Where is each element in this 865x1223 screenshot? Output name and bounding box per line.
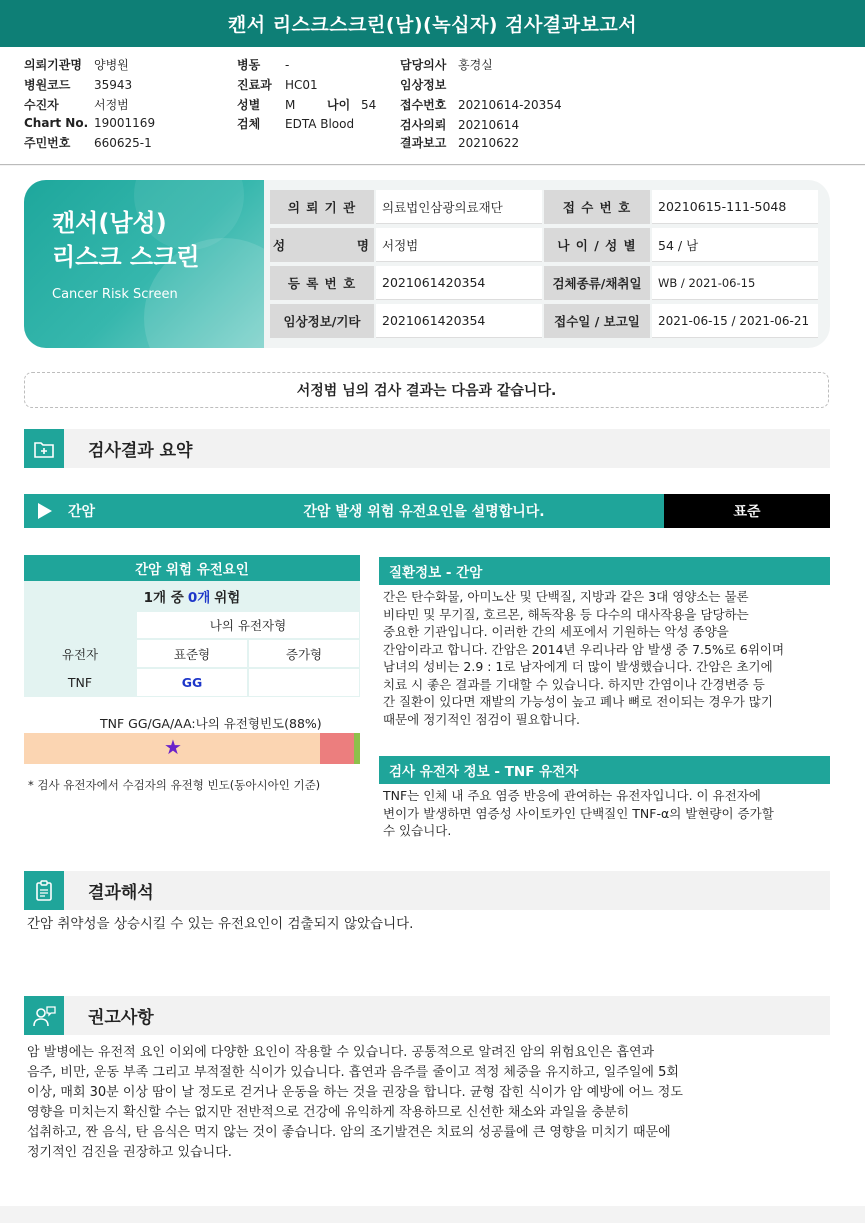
resident-no-row: [24, 134, 152, 151]
genotype-frequency-bar: [24, 733, 360, 764]
play-triangle-icon: [38, 503, 52, 519]
clipboard-icon: [24, 871, 64, 910]
text-line: 정기적인 검진을 권장하고 있습니다.: [27, 1145, 232, 1160]
hero-value: 20210615-111-5048: [652, 190, 818, 224]
hospital-name-label: 의뢰기관명: [24, 58, 82, 72]
gene-name: TNF: [67, 675, 93, 690]
text-line: 음주, 비만, 운동 부족 그리고 부적절한 식이가 있습니다. 흡연과 음주를 줄이고 적정 체중을 유지하고, 일주일에 5회: [27, 1065, 679, 1080]
frequency-segment-rare: [354, 733, 360, 764]
accession-no-value: 20210614-20354: [458, 98, 562, 112]
text-line: 수 있습니다.: [383, 823, 452, 838]
hero-panel: [24, 180, 830, 348]
hero-value: 2021-06-15 / 2021-06-21: [652, 304, 818, 338]
ward-label: 병동: [237, 58, 261, 72]
patient-name-value: 서정범: [94, 98, 129, 112]
clinical-info-row: [400, 76, 458, 93]
text-line: 영향을 미치는지 확신할 수는 없지만 전반적으로 건강에 유익하게 작용하므로 신선한 채소와 과일을 충분히: [27, 1105, 630, 1120]
gene-info-title: 검사 유전자 정보 - TNF 유전자: [379, 756, 830, 784]
risk-level-badge: 표준: [664, 494, 830, 528]
hero-value: 서정범: [376, 228, 542, 262]
age-row: [327, 96, 376, 113]
report-date-label: 결과보고: [400, 136, 447, 150]
age-label: 나이: [327, 98, 351, 112]
report-date-row: [400, 134, 519, 151]
hero-row: [270, 266, 818, 300]
hero-label: 임상정보/기타: [270, 304, 374, 338]
text-line: 남녀의 성비는 2.9 : 1로 남자에게 더 많이 발생했습니다. 간암은 초기에: [383, 659, 773, 674]
text-line: 비타민 및 무기질, 호르몬, 해독작용 등 다수의 대사작용을 담당하는: [383, 606, 749, 622]
banner-subtitle: Cancer Risk Screen: [52, 287, 178, 302]
report-page: [0, 166, 865, 1206]
request-date-value: 20210614: [458, 118, 520, 132]
hospital-code-row: [24, 76, 132, 93]
hero-label: 검체종류/채취일: [544, 266, 650, 300]
my-genotype-header: 나의 유전자형: [136, 611, 360, 639]
sex-row: [237, 96, 295, 113]
report-title: 캔서 리스크스크린(남)(녹십자) 검사결과보고서: [0, 0, 865, 47]
patient-name-label: 수진자: [24, 98, 59, 112]
text-line: TNF는 인체 내 주요 염증 반응에 관여하는 유전자입니다. 이 유전자에: [383, 788, 761, 803]
frequency-segment-risk: [320, 733, 354, 764]
section-interpretation-header: [24, 871, 830, 910]
gene-table-header: 간암 위험 유전요인: [24, 555, 360, 581]
text-line: 간은 탄수화물, 아미노산 및 단백질, 지방과 같은 3대 영양소는 물론: [383, 589, 749, 604]
disease-info-text: [379, 585, 830, 728]
hero-value: 2021061420354: [376, 266, 542, 300]
department-row: [237, 76, 318, 93]
section-summary-header: [24, 429, 830, 468]
text-line: 치료 시 좋은 결과를 기대할 수 있습니다. 하지만 간염이나 간경변증 등: [383, 676, 765, 692]
normal-column-header: 표준형: [136, 639, 248, 668]
hero-banner: [24, 180, 264, 348]
gene-column-header: 유전자: [61, 646, 99, 662]
request-date-label: 검사의뢰: [400, 118, 447, 132]
recommendation-text: [27, 1043, 827, 1163]
chart-no-value: 19001169: [94, 116, 156, 130]
hero-row: [270, 228, 818, 262]
gene-table-summary: [24, 581, 360, 611]
text-line: 이상, 매회 30분 이상 땀이 날 정도로 걷거나 운동을 하는 것을 권장을 합니다. 균형 잡힌 식이가 암 예방에 어느 정도: [27, 1085, 683, 1100]
text-line: 변이가 발생하면 염증성 사이토카인 단백질인 TNF-α의 발현량이 증가할: [383, 805, 774, 821]
accession-no-label: 접수번호: [400, 98, 447, 112]
ward-value: -: [285, 58, 290, 72]
doctor-row: [400, 56, 493, 73]
hero-label: 의 뢰 기 관: [270, 190, 374, 224]
hero-value: 2021061420354: [376, 304, 542, 338]
section-title: 권고사항: [88, 1008, 154, 1028]
risk-bar: [24, 494, 830, 528]
normal-genotype-value: GG: [136, 668, 248, 697]
disease-info-box: [379, 557, 830, 728]
hero-info-table: [270, 190, 818, 338]
text-line: 간암이라고 합니다. 간암은 2014년 우리나라 암 발생 중 7.5%로 6위이며: [383, 641, 785, 657]
section-title: 검사결과 요약: [88, 441, 193, 461]
gene-risk-table: [24, 555, 360, 697]
hero-label: 접 수 번 호: [544, 190, 650, 224]
chart-no-row: [24, 116, 155, 130]
result-notice: 서정범 님의 검사 결과는 다음과 같습니다.: [24, 372, 829, 408]
frequency-footnote: * 검사 유전자에서 수검자의 유전형 빈도(동아시아인 기준): [28, 778, 321, 792]
hero-label: 등 록 번 호: [270, 266, 374, 300]
text-line: 때문에 정기적인 점검이 필요합니다.: [383, 711, 581, 727]
text-line: 섭취하고, 짠 음식, 탄 음식은 먹지 않는 것이 좋습니다. 암의 조기발견은 치료의 성공률에 큰 영향을 미치기 때문에: [27, 1125, 671, 1140]
text-line: 암 발병에는 유전적 요인 이외에 다양한 요인이 작용할 수 있습니다. 공통적으로 알려진 암의 위험요인은 흡연과: [27, 1045, 655, 1060]
summary-suffix: 위험: [214, 590, 241, 606]
genotype-frequency-label: TNF GG/GA/AA:나의 유전형빈도(88%): [100, 716, 322, 731]
hero-row: [270, 190, 818, 224]
risk-disease-name: 간암: [68, 504, 96, 520]
specimen-label: 검체: [237, 117, 261, 131]
increase-column-header: 증가형: [248, 639, 360, 668]
doctor-label: 담당의사: [400, 58, 447, 72]
star-icon: ★: [164, 735, 182, 759]
summary-count: 0개: [187, 590, 211, 606]
banner-title-line2: 리스크 스크린: [52, 243, 200, 271]
hero-value: WB / 2021-06-15: [652, 266, 818, 300]
hero-value: 의료법인삼광의료재단: [376, 190, 542, 224]
banner-title: [52, 206, 199, 274]
specimen-value: EDTA Blood: [285, 117, 355, 131]
resident-no-value: 660625-1: [94, 136, 152, 150]
sex-label: 성별: [237, 98, 261, 112]
text-line: 간 질환이 있다면 재발의 가능성이 높고 폐나 뼈로 전이되는 경우가 많기: [383, 694, 773, 709]
gene-info-text: [379, 784, 830, 840]
hospital-code-value: 35943: [94, 78, 133, 92]
doctor-value: 홍경실: [458, 58, 493, 72]
section-recommendation-header: [24, 996, 830, 1035]
request-date-row: [400, 116, 519, 133]
gene-info-box: [379, 756, 830, 840]
text-line: 중요한 기관입니다. 이러한 간의 세포에서 기원하는 악성 종양을: [383, 624, 729, 639]
age-value: 54: [361, 98, 377, 112]
hero-label: 접수일 / 보고일: [544, 304, 650, 338]
report-date-value: 20210622: [458, 136, 520, 150]
ward-row: [237, 56, 289, 73]
department-value: HC01: [285, 78, 318, 92]
chart-no-label: Chart No.: [24, 116, 89, 130]
department-label: 진료과: [237, 78, 272, 92]
disease-info-title: 질환정보 - 간암: [379, 557, 830, 585]
hospital-name-row: [24, 56, 129, 73]
interpretation-text: 간암 취약성을 상승시킬 수 있는 유전요인이 검출되지 않았습니다.: [27, 916, 414, 932]
increase-genotype-value: [248, 668, 360, 697]
hero-label: 성 명: [270, 228, 374, 262]
folder-plus-icon: [24, 429, 64, 468]
summary-prefix: 1개 중: [143, 590, 184, 606]
clinical-info-label: 임상정보: [400, 78, 447, 92]
hospital-code-label: 병원코드: [24, 78, 71, 92]
resident-no-label: 주민번호: [24, 136, 71, 150]
risk-description: 간암 발생 위험 유전요인을 설명합니다.: [303, 504, 545, 520]
hero-value: 54 / 남: [652, 228, 818, 262]
section-title: 결과해석: [88, 883, 154, 903]
patient-name-row: [24, 96, 129, 113]
gene-table-body: [24, 611, 360, 697]
patient-info-header: [0, 47, 865, 165]
sex-value: M: [285, 98, 296, 112]
hero-label: 나 이 / 성 별: [544, 228, 650, 262]
specimen-row: [237, 115, 354, 132]
doctor-advice-icon: [24, 996, 64, 1035]
banner-title-line1: 캔서(남성): [52, 209, 167, 237]
hero-row: [270, 304, 818, 338]
accession-no-row: [400, 96, 562, 113]
hospital-name-value: 양병원: [94, 58, 129, 72]
